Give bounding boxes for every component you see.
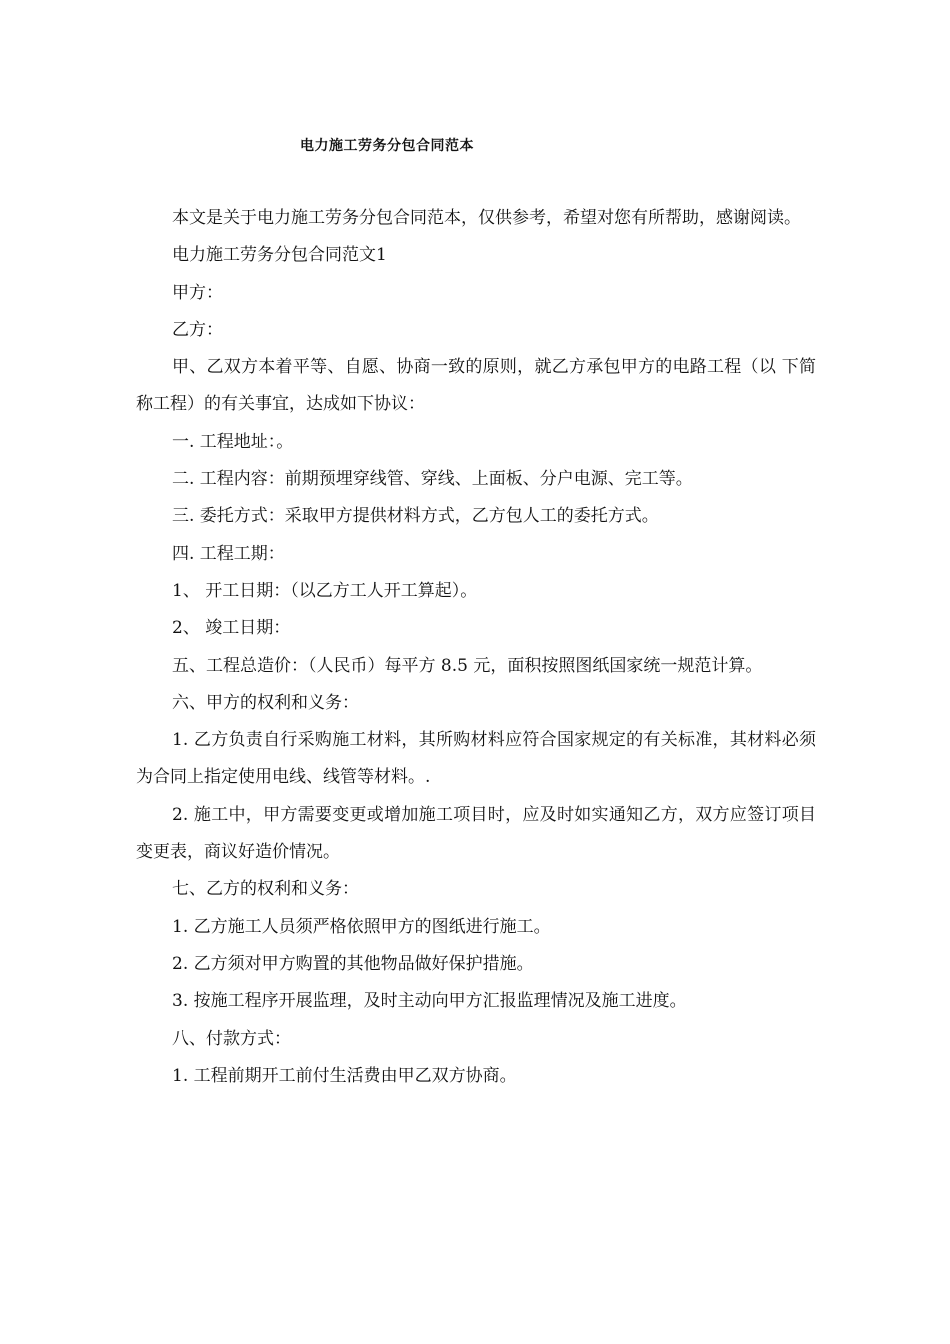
paragraph-section-6-item-2: 2. 施工中，甲方需要变更或增加施工项目时，应及时如实通知乙方，双方应签订项目变更表，商议好造价情况。: [136, 804, 816, 863]
paragraph-section-8: 八、付款方式：: [172, 1028, 291, 1049]
paragraph-section-7: 七、乙方的权利和义务：: [172, 879, 359, 900]
paragraph-section-3: 三. 委托方式：采取甲方提供材料方式，乙方包人工的委托方式。: [172, 506, 659, 527]
paragraph-section-7-item-2: 2. 乙方须对甲方购置的其他物品做好保护措施。: [172, 953, 534, 974]
document-title: 电力施工劳务分包合同范本: [300, 138, 474, 154]
paragraph-sample-heading: 电力施工劳务分包合同范文1: [172, 245, 387, 266]
paragraph-section-6: 六、甲方的权利和义务：: [172, 692, 359, 713]
paragraph-start-date: 1、 开工日期：（以乙方工人开工算起）。: [172, 580, 478, 601]
paragraph-section-8-item-1: 1. 工程前期开工前付生活费由甲乙双方协商。: [172, 1065, 517, 1086]
paragraph-intro: 本文是关于电力施工劳务分包合同范本，仅供参考，希望对您有所帮助，感谢阅读。: [172, 208, 801, 228]
document-body: [136, 200, 816, 1095]
paragraph-section-5: 五、工程总造价：（人民币）每平方 8.5 元，面积按照图纸国家统一规范计算。: [172, 655, 763, 676]
paragraph-section-7-item-3: 3. 按施工程序开展监理，及时主动向甲方汇报监理情况及施工进度。: [172, 991, 687, 1012]
paragraph-section-4: 四. 工程工期：: [172, 543, 285, 564]
paragraph-section-7-item-1: 1. 乙方施工人员须严格依照甲方的图纸进行施工。: [172, 916, 551, 937]
paragraph-section-2: 二. 工程内容：前期预埋穿线管、穿线、上面板、分户电源、完工等。: [172, 469, 693, 490]
paragraph-section-6-item-1: 1. 乙方负责自行采购施工材料，其所购材料应符合国家规定的有关标准，其材料必须为合同上指定使用电线、线管等材料。.: [136, 730, 816, 788]
paragraph-end-date: 2、 竣工日期：: [172, 618, 291, 639]
paragraph-party-a: 甲方：: [172, 282, 223, 303]
paragraph-section-1: 一. 工程地址：。: [172, 431, 294, 452]
paragraph-preamble: 甲、乙双方本着平等、自愿、协商一致的原则，就乙方承包甲方的电路工程（以 下简称工程）的有关事宜，达成如下协议：: [136, 357, 816, 415]
paragraph-party-b: 乙方：: [172, 319, 223, 340]
